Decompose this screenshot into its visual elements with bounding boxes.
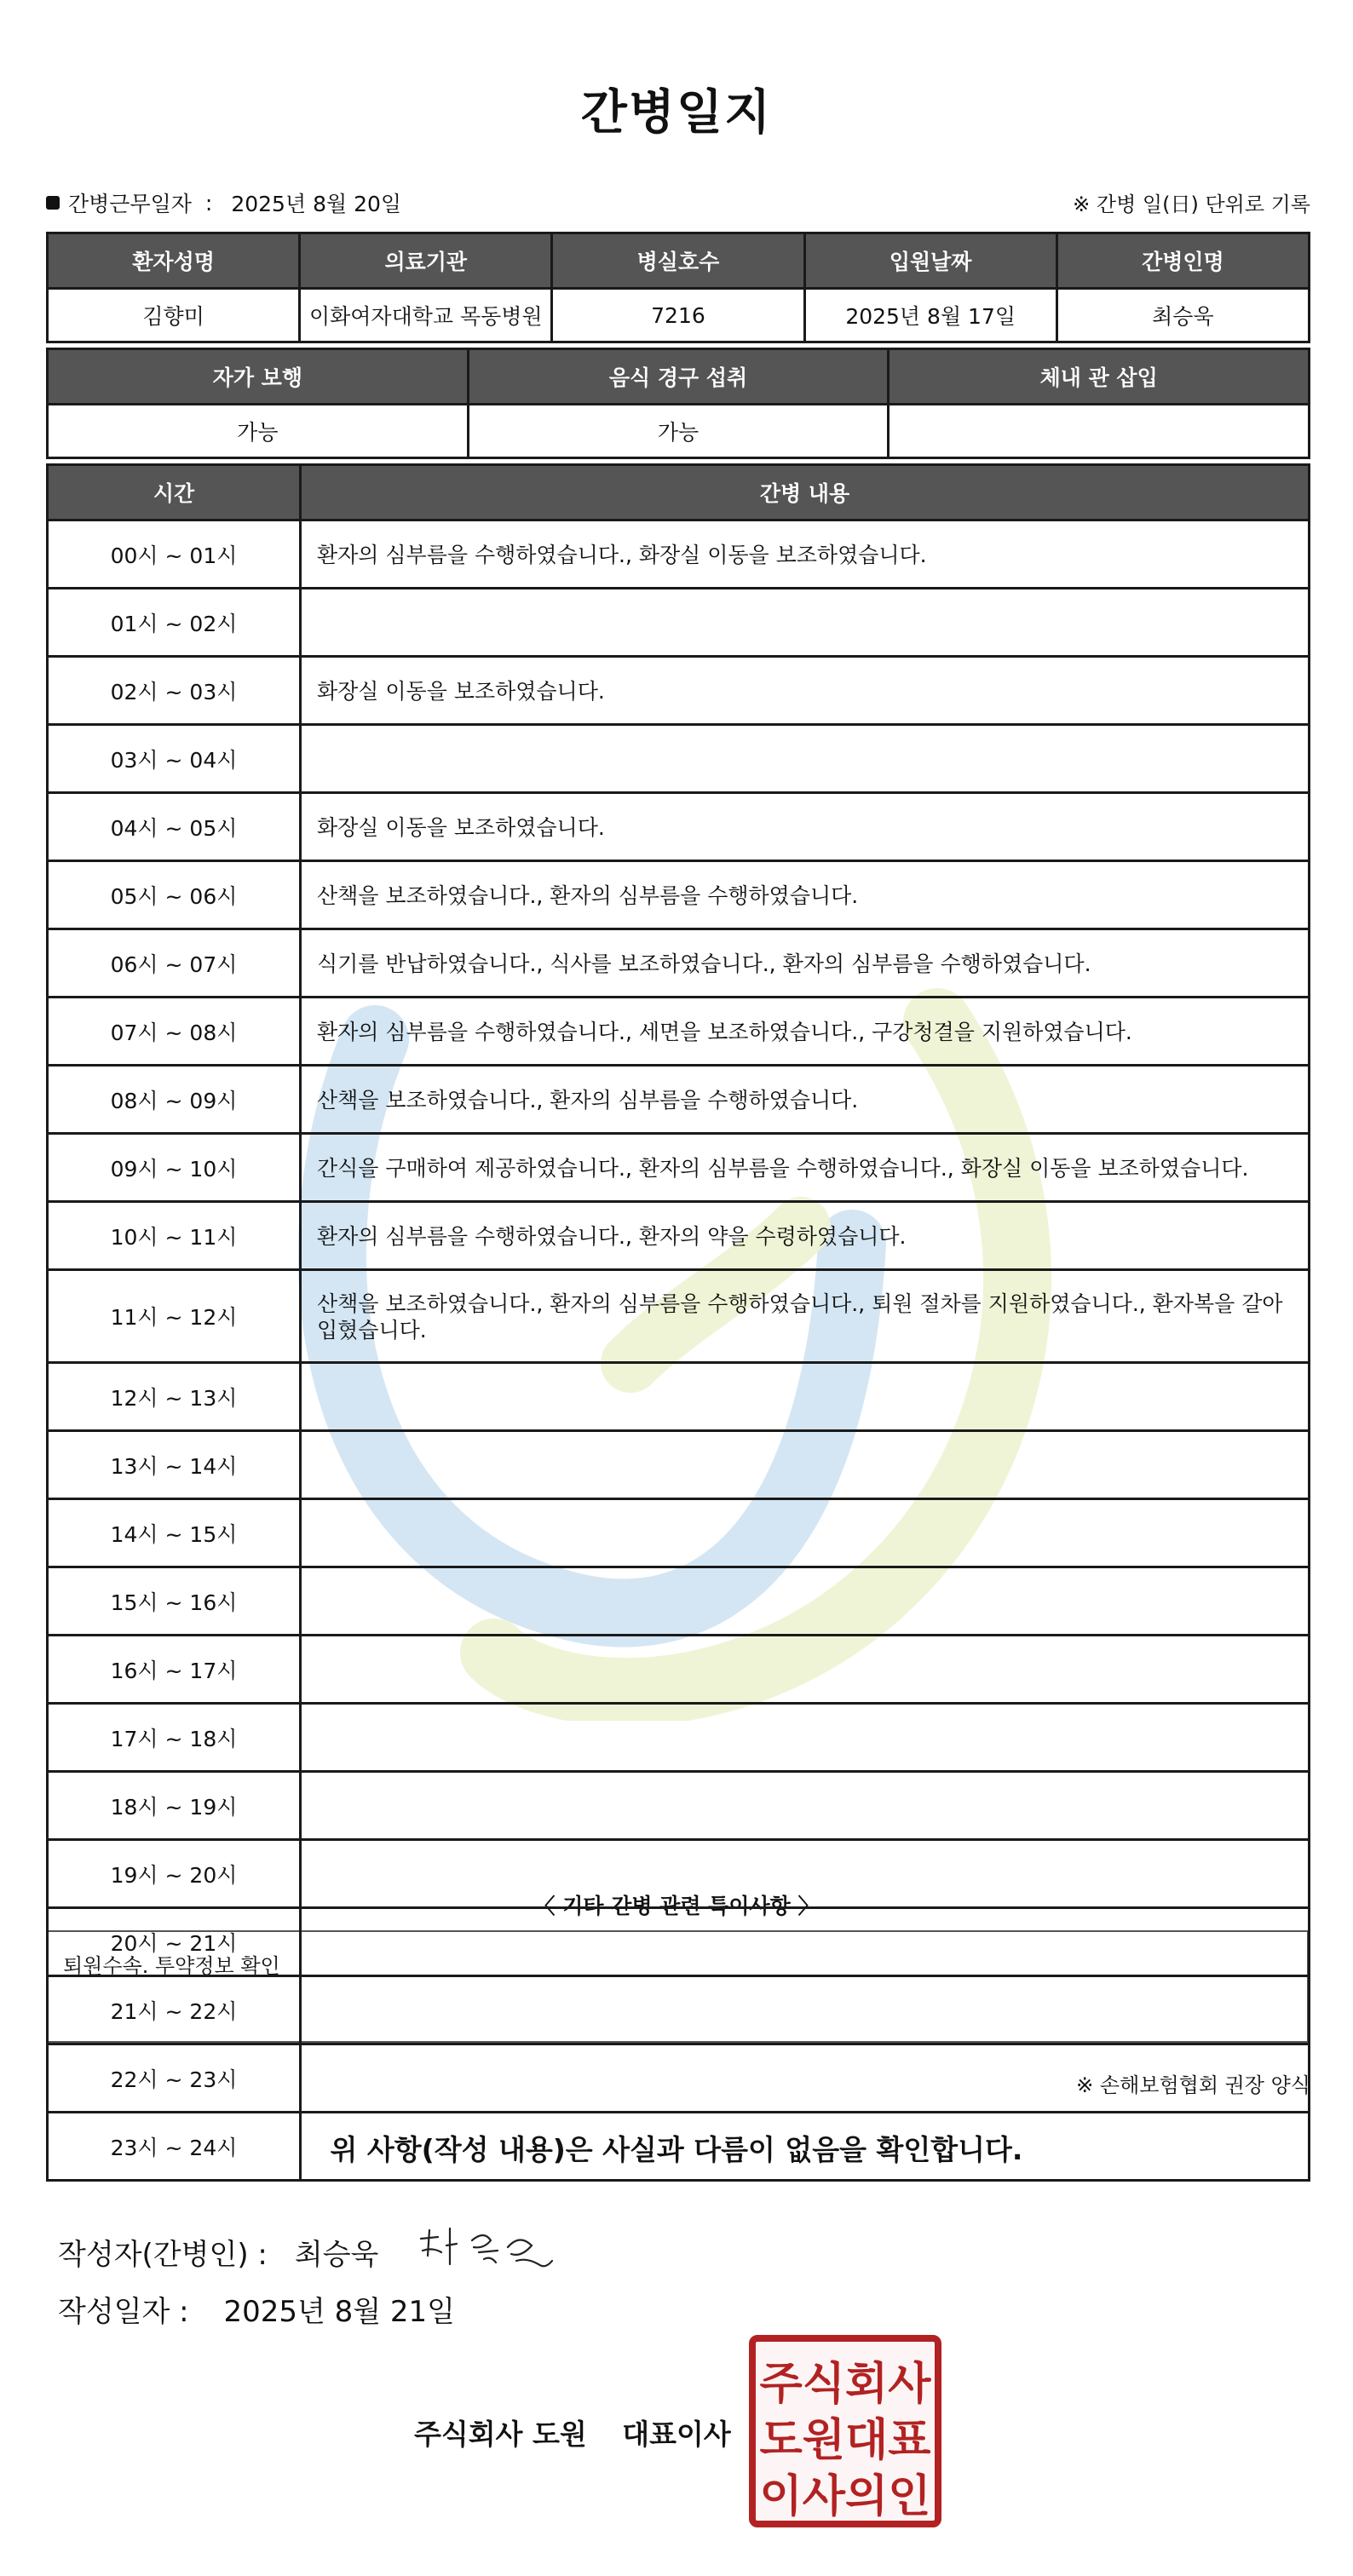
content-cell: 환자의 심부름을 수행하였습니다., 세면을 보조하였습니다., 구강청결을 지원하였습니다. bbox=[301, 998, 1310, 1066]
content-cell bbox=[301, 2044, 1310, 2113]
status-value-row bbox=[48, 405, 1310, 458]
time-cell: 21시 ~ 22시 bbox=[48, 1976, 301, 2044]
table-row bbox=[48, 1704, 1310, 1772]
content-cell bbox=[301, 1363, 1310, 1431]
table-row bbox=[48, 2044, 1310, 2113]
table-row bbox=[48, 998, 1310, 1066]
care-log-table bbox=[46, 463, 1310, 2182]
content-cell: 산책을 보조하였습니다., 환자의 심부름을 수행하였습니다. bbox=[301, 1066, 1310, 1134]
time-cell: 18시 ~ 19시 bbox=[48, 1772, 301, 1840]
table-row bbox=[48, 2113, 1310, 2181]
table-row bbox=[48, 861, 1310, 929]
content-cell: 화장실 이동을 보조하였습니다. bbox=[301, 793, 1310, 861]
notes-content: 퇴원수속. 투약정보 확인 bbox=[63, 1954, 280, 1978]
work-date bbox=[46, 187, 401, 218]
time-cell: 00시 ~ 01시 bbox=[48, 520, 301, 589]
work-date-label: 간병근무일자 bbox=[68, 192, 192, 216]
room-number: 7216 bbox=[552, 289, 804, 342]
table-row bbox=[48, 1499, 1310, 1567]
content-cell bbox=[301, 1567, 1310, 1636]
written-date-line bbox=[58, 2288, 455, 2330]
time-cell: 22시 ~ 23시 bbox=[48, 2044, 301, 2113]
time-cell: 06시 ~ 07시 bbox=[48, 929, 301, 998]
written-date-value: 2025년 8월 21일 bbox=[223, 2295, 456, 2329]
content-cell bbox=[301, 1499, 1310, 1567]
hospital-name: 이화여자대학교 목동병원 bbox=[300, 289, 552, 342]
table-row bbox=[48, 520, 1310, 589]
header-self-walking: 자가 보행 bbox=[48, 349, 469, 405]
header-admission-date: 입원날짜 bbox=[804, 233, 1056, 289]
patient-name: 김향미 bbox=[48, 289, 300, 342]
log-header-row bbox=[48, 465, 1310, 520]
notes-title: 〈 기타 간병 관련 특이사항 〉 bbox=[533, 1894, 820, 1918]
time-cell: 09시 ~ 10시 bbox=[48, 1134, 301, 1202]
document-title: 간병일지 bbox=[580, 85, 773, 141]
table-row bbox=[48, 929, 1310, 998]
header-care-content: 간병 내용 bbox=[301, 465, 1310, 520]
table-row bbox=[48, 1134, 1310, 1202]
header-tube-insertion: 체내 관 삽입 bbox=[889, 349, 1310, 405]
time-cell: 23시 ~ 24시 bbox=[48, 2113, 301, 2181]
confirmation-statement: 위 사항(작성 내용)은 사실과 다름이 없음을 확인합니다. bbox=[330, 2133, 1023, 2166]
work-date-value: 2025년 8월 20일 bbox=[231, 192, 402, 216]
bullet-square-icon bbox=[46, 196, 60, 210]
time-cell: 13시 ~ 14시 bbox=[48, 1431, 301, 1499]
content-cell: 환자의 심부름을 수행하였습니다., 환자의 약을 수령하였습니다. bbox=[301, 1202, 1310, 1270]
time-cell: 14시 ~ 15시 bbox=[48, 1499, 301, 1567]
patient-info-table bbox=[46, 232, 1310, 343]
table-row bbox=[48, 1908, 1310, 1976]
header-room: 병실호수 bbox=[552, 233, 804, 289]
written-date-label: 작성일자 : bbox=[58, 2295, 189, 2329]
colon: : bbox=[204, 190, 213, 216]
time-cell: 11시 ~ 12시 bbox=[48, 1270, 301, 1363]
content-cell: 환자의 심부름을 수행하였습니다., 화장실 이동을 보조하였습니다. bbox=[301, 520, 1310, 589]
content-cell bbox=[301, 1840, 1310, 1908]
time-cell: 03시 ~ 04시 bbox=[48, 725, 301, 793]
table-row bbox=[48, 1976, 1310, 2044]
content-cell bbox=[301, 1431, 1310, 1499]
table-row bbox=[48, 1431, 1310, 1499]
time-cell: 07시 ~ 08시 bbox=[48, 998, 301, 1066]
table-row bbox=[48, 1363, 1310, 1431]
company-role: 대표이사 bbox=[622, 2418, 731, 2451]
table-row bbox=[48, 1066, 1310, 1134]
table-row bbox=[48, 1636, 1310, 1704]
seal-line-1: 주식회사 bbox=[759, 2359, 931, 2410]
content-cell bbox=[301, 1704, 1310, 1772]
table-row bbox=[48, 725, 1310, 793]
writer-line bbox=[58, 2222, 557, 2281]
time-cell: 19시 ~ 20시 bbox=[48, 1840, 301, 1908]
status-header-row bbox=[48, 349, 1310, 405]
time-cell: 20시 ~ 21시 bbox=[48, 1908, 301, 1976]
tube-insertion-value bbox=[889, 405, 1310, 458]
record-unit-note: ※ 간병 일(日) 단위로 기록 bbox=[1073, 193, 1310, 216]
time-cell: 01시 ~ 02시 bbox=[48, 589, 301, 657]
table-row bbox=[48, 589, 1310, 657]
time-cell: 08시 ~ 09시 bbox=[48, 1066, 301, 1134]
time-cell: 17시 ~ 18시 bbox=[48, 1704, 301, 1772]
content-cell: 산책을 보조하였습니다., 환자의 심부름을 수행하였습니다., 퇴원 절차를 지원하였습니다., 환자복을 갈아입혔습니다. bbox=[301, 1270, 1310, 1363]
writer-name: 최승욱 bbox=[294, 2237, 379, 2272]
writer-label: 작성자(간병인) : bbox=[58, 2237, 268, 2272]
company-seal-icon bbox=[748, 2334, 942, 2528]
seal-line-3: 이사의인 bbox=[759, 2471, 931, 2522]
content-cell bbox=[301, 589, 1310, 657]
caregiver-name: 최승욱 bbox=[1056, 289, 1309, 342]
company-name: 주식회사 도원 bbox=[414, 2418, 587, 2451]
content-cell bbox=[301, 1772, 1310, 1840]
content-cell: 간식을 구매하여 제공하였습니다., 환자의 심부름을 수행하였습니다., 화장실 이동을 보조하였습니다. bbox=[301, 1134, 1310, 1202]
content-cell: 식기를 반납하였습니다., 식사를 보조하였습니다., 환자의 심부름을 수행하였습니다. bbox=[301, 929, 1310, 998]
content-cell: 화장실 이동을 보조하였습니다. bbox=[301, 657, 1310, 725]
recommended-form-note: ※ 손해보험협회 권장 양식 bbox=[1076, 2073, 1310, 2097]
self-walking-value: 가능 bbox=[48, 405, 469, 458]
time-cell: 10시 ~ 11시 bbox=[48, 1202, 301, 1270]
company-line bbox=[414, 2412, 731, 2452]
time-cell: 05시 ~ 06시 bbox=[48, 861, 301, 929]
table-row bbox=[48, 1567, 1310, 1636]
time-cell: 16시 ~ 17시 bbox=[48, 1636, 301, 1704]
header-oral-intake: 음식 경구 섭취 bbox=[468, 349, 889, 405]
content-cell bbox=[301, 2113, 1310, 2181]
content-cell bbox=[301, 725, 1310, 793]
time-cell: 12시 ~ 13시 bbox=[48, 1363, 301, 1431]
patient-status-table bbox=[46, 348, 1310, 459]
time-cell: 15시 ~ 16시 bbox=[48, 1567, 301, 1636]
table-row bbox=[48, 793, 1310, 861]
seal-line-2: 도원대표 bbox=[759, 2415, 931, 2466]
oral-intake-value: 가능 bbox=[468, 405, 889, 458]
meta-row bbox=[46, 187, 1310, 221]
signature-icon bbox=[412, 2222, 557, 2281]
header-patient-name: 환자성명 bbox=[48, 233, 300, 289]
content-cell: 산책을 보조하였습니다., 환자의 심부름을 수행하였습니다. bbox=[301, 861, 1310, 929]
content-cell bbox=[301, 1908, 1310, 1976]
info-value-row bbox=[48, 289, 1310, 342]
table-row bbox=[48, 1772, 1310, 1840]
admission-date: 2025년 8월 17일 bbox=[804, 289, 1056, 342]
table-row bbox=[48, 1202, 1310, 1270]
table-row bbox=[48, 657, 1310, 725]
content-cell bbox=[301, 1636, 1310, 1704]
header-time: 시간 bbox=[48, 465, 301, 520]
table-row bbox=[48, 1840, 1310, 1908]
info-header-row bbox=[48, 233, 1310, 289]
content-cell bbox=[301, 1976, 1310, 2044]
header-caregiver: 간병인명 bbox=[1056, 233, 1309, 289]
table-row bbox=[48, 1270, 1310, 1363]
time-cell: 02시 ~ 03시 bbox=[48, 657, 301, 725]
header-hospital: 의료기관 bbox=[300, 233, 552, 289]
time-cell: 04시 ~ 05시 bbox=[48, 793, 301, 861]
